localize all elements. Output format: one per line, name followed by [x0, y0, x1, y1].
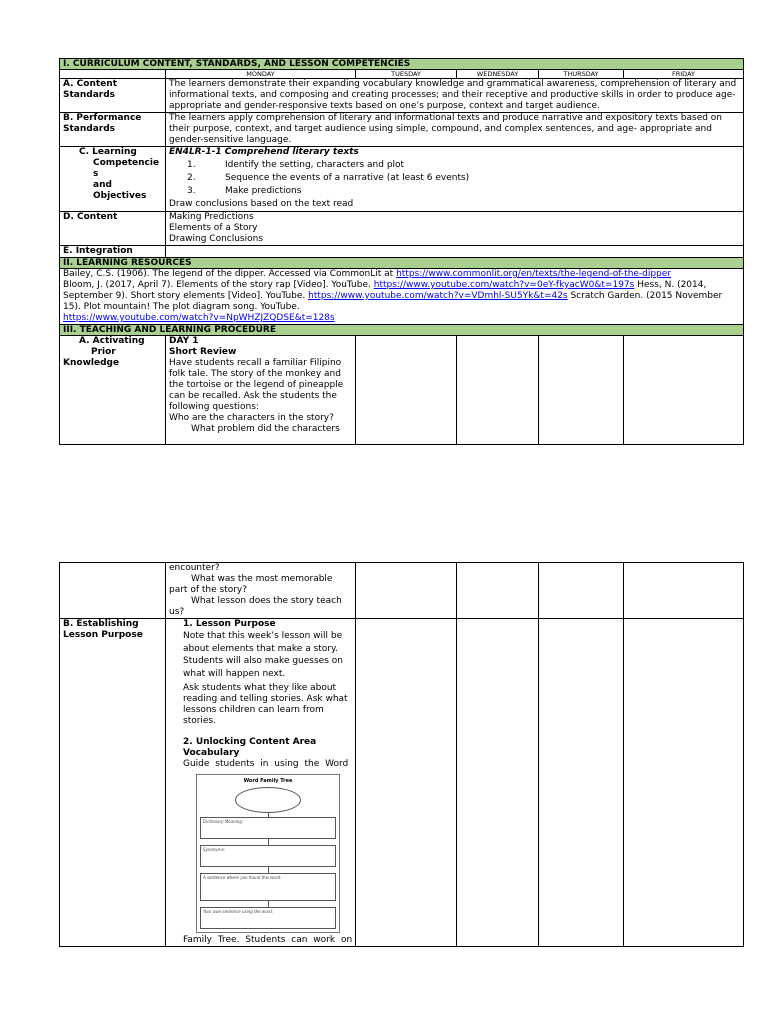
content-line: Making Predictions [169, 212, 254, 222]
row-resources [60, 269, 744, 325]
day-thursday: THURSDAY [539, 70, 624, 79]
monday-activating-continued [166, 563, 356, 619]
vocabulary-text-2: Family Tree. Students can work on [183, 935, 353, 945]
row-establishing [60, 619, 744, 947]
link-youtube-story-rap[interactable]: https://www.youtube.com/watch?v=0eY-fkyacW0&t=197s [373, 280, 635, 290]
link-youtube-plot-mountain[interactable]: https://www.youtube.com/watch?v=NpWHZJZQDSE&t=128s [63, 313, 335, 323]
section-header-resources [60, 258, 744, 269]
label-competencies-line4: and [93, 180, 112, 190]
label-performance-standards: B. Performance Standards [60, 113, 166, 147]
section-title-curriculum: I. CURRICULUM CONTENT, STANDARDS, AND LESSON COMPETENCIES [60, 59, 744, 70]
link-commonlit[interactable]: https://www.commonlit.org/en/texts/the-legend-of-the-dipper [396, 269, 672, 279]
link-youtube-short-story[interactable]: https://www.youtube.com/watch?v=VDmhl-SU5Yk&t=42s [308, 291, 568, 301]
day-header-row [60, 70, 744, 79]
day-wednesday: WEDNESDAY [457, 70, 539, 79]
lesson-purpose-text-2: Ask students what they like about reading and telling stories. Ask what lessons children can learn from stories. [183, 683, 348, 726]
worksheet-title: Word Family Tree [243, 778, 293, 784]
row-activating [60, 336, 744, 445]
objective-item: 2. Sequence the events of a narrative (at least 6 events) [187, 173, 470, 183]
day-tuesday: TUESDAY [356, 70, 457, 79]
section-title-procedure: III. TEACHING AND LEARNING PROCEDURE [60, 325, 744, 336]
row-content-standards [60, 79, 744, 113]
label-content: D. Content [60, 212, 166, 246]
label-activating-line3: Knowledge [63, 358, 120, 368]
row-performance-standards [60, 113, 744, 147]
competency-code: EN4LR-1-1 Comprehend literary texts [169, 147, 359, 157]
day-label: DAY 1 [169, 336, 199, 346]
content-line: Drawing Conclusions [169, 234, 264, 244]
lesson-purpose-text: Note that this week’s lesson will be about elements that make a story. Students will also make guesses on what will happen next. [183, 631, 343, 679]
section-header-curriculum [60, 59, 744, 70]
objective-item: 3. Make predictions [187, 186, 302, 196]
vocabulary-text: Guide students in using the Word [183, 759, 349, 769]
tree-box-sentence-found: A sentence where you found this word: [200, 873, 336, 901]
row-competencies [60, 147, 744, 212]
question-item: What lesson does the story teach us? [169, 596, 342, 617]
tree-box-synonyms: Synonyms: [200, 845, 336, 867]
text-resources: Bailey, C.S. (1906). The legend of the dipper. Accessed via CommonLit at https://www.commonlit.org/en/texts/the-legend-of-the-dipper Bloom, J. (2017, April 7). Elements of the story rap [Video]. YouTube. https://www.youtube.com/watch?v=0eY-fkyacW0&t=197s Hess, N. (2014, September 9). Short story elements [Video]. YouTube. https://www.youtube.com/watch?v=VDmhl-SU5Yk&t=42s Scratch Garden. (2015 November 15). Plot mountain! The plot diagram song. YouTube. https://www.youtube.com/watch?v=NpWHZJZQDSE&t=128s [60, 269, 744, 325]
lesson-purpose-heading: 1. Lesson Purpose [183, 619, 276, 629]
day-monday: MONDAY [166, 70, 356, 79]
question-item: What was the most memorable part of the story? [169, 574, 333, 595]
question-item: Who are the characters in the story? [169, 413, 334, 423]
tree-box-dictionary: Dictionary Meaning: [200, 817, 336, 839]
label-integration: E. Integration [60, 246, 166, 258]
label-activating-line1: A. Activating [79, 336, 145, 346]
label-competencies [60, 147, 166, 212]
section-title-resources: II. LEARNING RESOURCES [60, 258, 744, 269]
monday-establishing [166, 619, 356, 947]
monday-activating [166, 336, 356, 445]
row-activating-continued [60, 563, 744, 619]
lesson-plan-table-page-2 [59, 562, 744, 947]
tree-box-own-sentence: Your own sentence using the word: [200, 907, 336, 929]
section-header-procedure [60, 325, 744, 336]
row-integration [60, 246, 744, 258]
label-competencies-line5: Objectives [93, 191, 147, 201]
text-competencies [166, 147, 744, 212]
vocabulary-heading: 2. Unlocking Content Area Vocabulary [183, 737, 317, 758]
text-content-standards: The learners demonstrate their expanding vocabulary knowledge and grammatical awareness, comprehension of literary and informational texts, and composing and creating processes; and their receptive and productive skills in order to produce age-appropriate and gender-responsive texts based on one’s purpose, context and target audience. [166, 79, 744, 113]
label-competencies-line2: Competencie [93, 158, 160, 168]
label-establishing: B. Establishing Lesson Purpose [60, 619, 166, 947]
label-competencies-line1: C. Learning [79, 147, 137, 157]
content-line: Elements of a Story [169, 223, 258, 233]
label-activating [60, 336, 166, 445]
objectives-list [169, 160, 740, 197]
label-content-standards: A. Content Standards [60, 79, 166, 113]
activity-text: Have students recall a familiar Filipino folk tale. The story of the monkey and the tortoise or the legend of pineapple can be recalled. Ask the students the following questions: [169, 358, 344, 412]
text-content [166, 212, 744, 246]
word-family-tree-worksheet [196, 774, 340, 933]
lesson-plan-table-page-1 [59, 58, 744, 445]
question-item: What problem did the characters [191, 424, 340, 434]
day-friday: FRIDAY [624, 70, 744, 79]
question-item-continued: encounter? [169, 563, 220, 573]
label-competencies-line3: s [93, 169, 99, 179]
label-activating-line2: Prior [91, 347, 116, 357]
text-performance-standards: The learners apply comprehension of literary and informational texts and produce narrative and expository texts based on their purpose, context, and target audience using simple, compound, and complex sentences, and age- appropriate and gender-sensitive language. [166, 113, 744, 147]
activity-heading: Short Review [169, 347, 237, 357]
objective-extra: Draw conclusions based on the text read [169, 199, 354, 209]
row-content [60, 212, 744, 246]
objective-item: 1. Identify the setting, characters and plot [187, 160, 405, 170]
tree-oval [235, 787, 301, 813]
